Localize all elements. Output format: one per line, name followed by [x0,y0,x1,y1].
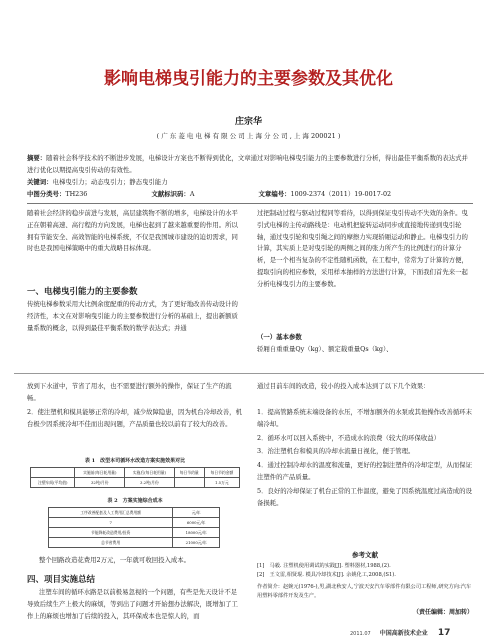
abstract [27,153,473,176]
bottom-para1: 放到下水道中，节省了用水，也不需要进行额外的操作，保证了生产的流畅。 [27,382,232,402]
table1-header-cell: 实施后(每日耗用量) [125,468,175,478]
paper-title: 影响电梯曳引能力的主要参数及其优化 [104,69,393,89]
reference-item: [2] 王文雷,相贤琨. 模具冷却技术[J]. 余姚化工,2008,(S1). [257,572,396,578]
section1-text: 传统电梯参数采用大比例余度配重的传动方式，为了更好地改善传动设计的经济性，本文在对影响曳引能力的主要参数进行分析的基础上，提出新额质量系数的概念，以得到最佳平衡系数的数学表达式；并通 [27,300,238,332]
author-affiliation: ( 广 东 菱 电 电 梯 有 限 公 司 上 海 分 公 司 , 上 海 200021 ) [156,132,341,140]
article-divider [14,373,484,374]
classification-line [27,189,473,201]
results-intro: 通过目前车间的改造，较小的投入成本达到了以下几个效果： [257,382,430,390]
footer-date: 2011.07 [350,631,371,637]
section1-title: 一、电梯曳引能力的主要参数 [27,287,138,297]
footer [350,620,476,638]
table2-row [49,528,220,538]
results-list-item: 1．提高管路系统末端设备的水压，不增加额外的水泵或其他操作改善循环末端冷却。 [257,408,472,428]
abstract-text: 随着社会科学技术的不断进步发展，电梯设计方案也不断得到优化，文章通过对影响电梯曳引能力的主要参数进行分析，得出最佳平衡系数的表达式并进行优化以期提高曳引传动的有效性。 [27,154,468,174]
table1-header-cell [31,468,75,478]
table2 [48,507,220,548]
table2-row [49,538,220,548]
bottom-para3: 整个回路改造花费用2万元，一年就可收回投入成本。 [39,556,191,564]
results-list [257,407,473,509]
clc-label: 中图分类号： [27,190,66,198]
bottom-para2: 2．使注塑机和模具能够正常的冷却，减少故障隐患，因为机台冷却改善，机台极少因系统冷却不佳而出现问题，产品质量也较以前有了较大的改善。 [27,408,242,428]
header-divider [27,203,473,204]
table2-row [49,508,220,518]
table1-cell [174,478,204,488]
keywords [27,177,473,189]
table2-cell: 节能降耗改造费用/投资 [49,528,173,538]
table2-cell: 18000元/年 [173,528,220,538]
doc-value: A [189,190,195,198]
keywords-text: 电梯曳引力；动态曳引力；静态曳引能力 [52,178,168,186]
table1-caption: 表 1 改型本司循环水改造方案实施效果对比 [84,458,186,464]
table2-cell: 21000元/年 [173,538,220,548]
table1-cell: 1.5万元 [204,478,239,488]
results-list-item: 3．治注塑机台和模具的冷却水流量日视化，便于管理。 [257,447,415,456]
table2-caption: 表 2 方案实施综合成本 [107,498,163,504]
editor-note: （责任编辑：周加转） [412,609,473,616]
table2-cell: 6000元/年 [173,518,220,528]
author-bio: 作者简介：赵婉元(1976-),男,湖北秋安人,宁波天安汽车零部件有限公司工程师,研究方向:汽车用塑料零部件开发及生产。 [257,584,472,599]
reference-item: [1] 马毅. 注塑机使用调试的实践[J]. 塑料器材,1988,(2). [257,563,391,569]
intro-paragraph: 随着社会经济的稳步前进与发展，高层建筑物不断的增多，电梯设计的水平正在朝着高速、高行程的方向发展，电梯也起到了越来越重要的作用。所以拥有节能安全、高效智能的电梯系统，不仅是我国城市建设的迫切需求，同时也是我国电梯策略中的重大战略目标体现。 [27,209,238,253]
table1-cell: 32吨/月份 [75,478,125,488]
results-list-item: 5．良好的冷却保证了机台正常的工作温度，避免了因系统温度过高造成的设备损耗。 [257,486,472,507]
table2-cell: 7 [49,518,173,528]
section4-text: 注塑车间的循环水路是以前极易忽视的一个问题，有些是先天设计不足导致后续生产上极大的麻烦，等到出了问题才开始想办法解决，既增加了工作上的麻烦也增加了后续的投入，其环保成本也是惊人的，而 [27,588,238,620]
table1-row [31,478,240,488]
article-value: 1009-2374（2011）19-0017-02 [290,190,392,198]
table1-cell: 注塑车间(平均值) [31,478,75,488]
table1-header-cell: 每日节约金额 [204,468,239,478]
table1-header-cell: 每日节约量 [174,468,204,478]
table2-row [49,518,220,528]
table1-header-row [31,468,240,478]
right-column-paragraph: 过把制动过程与驱动过程同等看待，以得到保证曳引传动不失效的条件。曳引式电梯的主传动路线是：电动机把旋转运动同步或直接地传递到曳引轮轴，通过曳引轮和曳引绳之间的摩擦力实现轿厢运动和静止。电梯曳引力的计算，其实质上是对曳引轮的两侧之间的张力所产生的比例进行的计算分析，是一个相当复杂的不定性随机函数，在工程中，常常为了计算的方便，提取引向的相应参数，采用样本抽样的方法进行计算，下面我们首先来一起分析电梯曳引力的主要参数。 [257,209,468,288]
author-name: 庄宗华 [234,117,262,127]
table1-header-cell: 实施前(每日耗用量) [75,468,125,478]
references-list [257,562,473,580]
results-list-item: 2．循环水可以回入系统中，不造成水的浪费（较大的环保收益） [257,433,441,442]
table2-cell: 元/年 [173,508,220,518]
article-label: 文章编号： [258,190,291,198]
table2-cell: 总节省费用 [49,538,173,548]
subsection1-text: 轿厢自重重量Qy（kg）、额定载重量Qs（kg）、 [257,345,393,353]
abstract-label: 摘要： [27,154,47,162]
clc-value: TH236 [65,190,88,198]
table1 [30,467,240,488]
subsection1-title: （一）基本参数 [257,333,302,341]
footer-journal: 中国高新技术企业 [379,630,428,637]
table1-cell: 3.2吨/月份 [125,478,175,488]
table2-cell: 工序改善配套及人工费用汇总费用额 [49,508,173,518]
references-title: 参考文献 [352,551,378,559]
results-list-item: 4．通过控制冷却水的温度和流量，更好的控制注塑件的冷却定型，从而保证注塑件的产品质量。 [257,461,472,481]
keywords-label: 关键词： [27,178,53,186]
section4-title: 四、项目实施总结 [27,575,96,585]
page-number: 17 [437,628,451,638]
doc-label: 文献标识码： [151,190,190,198]
